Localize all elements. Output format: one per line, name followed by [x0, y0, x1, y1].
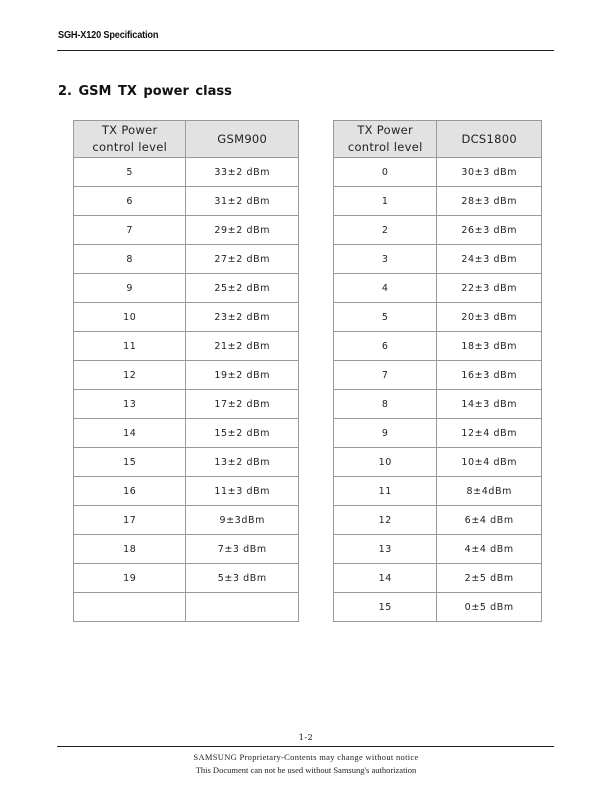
control-level-cell: 5 [334, 303, 437, 332]
table-row [74, 245, 299, 274]
table-header-row [74, 121, 299, 158]
footer-authorization-notice: This Document can not be used without Samsung's authorization [195, 765, 417, 775]
control-level-cell: 11 [334, 477, 437, 506]
control-level-cell: 6 [74, 187, 186, 216]
output-power-cell [186, 593, 299, 622]
table-row [334, 245, 542, 274]
document-header-title: SGH-X120 Specification [58, 30, 159, 41]
output-power-cell: 20±3 dBm [437, 303, 542, 332]
output-power-cell: 14±3 dBm [437, 390, 542, 419]
table-row [334, 187, 542, 216]
control-level-cell: 9 [334, 419, 437, 448]
table-row [74, 593, 299, 622]
control-level-cell: 2 [334, 216, 437, 245]
table-row [74, 216, 299, 245]
footer-divider [57, 746, 554, 747]
header-tx-power-control-level: TX Power control level [74, 121, 186, 158]
output-power-cell: 5±3 dBm [186, 564, 299, 593]
output-power-cell: 26±3 dBm [437, 216, 542, 245]
table-row [334, 361, 542, 390]
control-level-cell: 17 [74, 506, 186, 535]
output-power-cell: 2±5 dBm [437, 564, 542, 593]
output-power-cell: 33±2 dBm [186, 158, 299, 187]
control-level-cell: 8 [334, 390, 437, 419]
table-row [334, 535, 542, 564]
table-row [74, 477, 299, 506]
output-power-cell: 22±3 dBm [437, 274, 542, 303]
control-level-cell: 10 [74, 303, 186, 332]
control-level-cell: 15 [74, 448, 186, 477]
control-level-cell: 13 [74, 390, 186, 419]
output-power-cell: 4±4 dBm [437, 535, 542, 564]
control-level-cell: 3 [334, 245, 437, 274]
output-power-cell: 28±3 dBm [437, 187, 542, 216]
output-power-cell: 24±3 dBm [437, 245, 542, 274]
table-row [334, 158, 542, 187]
control-level-cell: 8 [74, 245, 186, 274]
table-row [74, 187, 299, 216]
control-level-cell: 11 [74, 332, 186, 361]
control-level-cell: 12 [334, 506, 437, 535]
output-power-cell: 29±2 dBm [186, 216, 299, 245]
table-row [334, 303, 542, 332]
output-power-cell: 19±2 dBm [186, 361, 299, 390]
table-row [334, 564, 542, 593]
table-row [334, 477, 542, 506]
control-level-cell: 14 [74, 419, 186, 448]
table-row [334, 506, 542, 535]
control-level-cell: 4 [334, 274, 437, 303]
table-row [334, 448, 542, 477]
table-row [74, 158, 299, 187]
table-row [74, 506, 299, 535]
header-tx-power-control-level: TX Power control level [334, 121, 437, 158]
section-heading: 2. GSM TX power class [58, 84, 232, 99]
control-level-cell [74, 593, 186, 622]
table-row [334, 216, 542, 245]
table-row [74, 419, 299, 448]
control-level-cell: 15 [334, 593, 437, 622]
output-power-cell: 12±4 dBm [437, 419, 542, 448]
table-row [334, 419, 542, 448]
dcs1800-power-table [333, 120, 542, 622]
control-level-cell: 7 [334, 361, 437, 390]
page-number: 1-2 [298, 733, 314, 742]
gsm-table-body [74, 158, 299, 622]
table-row [74, 303, 299, 332]
output-power-cell: 31±2 dBm [186, 187, 299, 216]
dcs-table-body [334, 158, 542, 622]
table-row [74, 390, 299, 419]
control-level-cell: 9 [74, 274, 186, 303]
table-row [334, 274, 542, 303]
footer-proprietary-notice: SAMSUNG Proprietary-Contents may change without notice [193, 752, 419, 762]
table-row [74, 448, 299, 477]
table-row [74, 535, 299, 564]
output-power-cell: 11±3 dBm [186, 477, 299, 506]
control-level-cell: 5 [74, 158, 186, 187]
table-row [334, 390, 542, 419]
output-power-cell: 7±3 dBm [186, 535, 299, 564]
output-power-cell: 8±4dBm [437, 477, 542, 506]
header-dcs1800: DCS1800 [437, 121, 542, 158]
output-power-cell: 27±2 dBm [186, 245, 299, 274]
table-row [334, 332, 542, 361]
table-row [334, 593, 542, 622]
control-level-cell: 13 [334, 535, 437, 564]
output-power-cell: 15±2 dBm [186, 419, 299, 448]
table-row [74, 332, 299, 361]
control-level-cell: 16 [74, 477, 186, 506]
output-power-cell: 17±2 dBm [186, 390, 299, 419]
control-level-cell: 19 [74, 564, 186, 593]
control-level-cell: 7 [74, 216, 186, 245]
control-level-cell: 6 [334, 332, 437, 361]
header-gsm900: GSM900 [186, 121, 299, 158]
control-level-cell: 12 [74, 361, 186, 390]
control-level-cell: 10 [334, 448, 437, 477]
output-power-cell: 30±3 dBm [437, 158, 542, 187]
control-level-cell: 1 [334, 187, 437, 216]
output-power-cell: 13±2 dBm [186, 448, 299, 477]
output-power-cell: 25±2 dBm [186, 274, 299, 303]
control-level-cell: 14 [334, 564, 437, 593]
gsm900-power-table [73, 120, 299, 622]
output-power-cell: 10±4 dBm [437, 448, 542, 477]
output-power-cell: 18±3 dBm [437, 332, 542, 361]
output-power-cell: 6±4 dBm [437, 506, 542, 535]
output-power-cell: 0±5 dBm [437, 593, 542, 622]
table-row [74, 274, 299, 303]
control-level-cell: 18 [74, 535, 186, 564]
output-power-cell: 16±3 dBm [437, 361, 542, 390]
output-power-cell: 9±3dBm [186, 506, 299, 535]
table-row [74, 564, 299, 593]
table-header-row [334, 121, 542, 158]
output-power-cell: 23±2 dBm [186, 303, 299, 332]
header-divider [57, 50, 554, 51]
control-level-cell: 0 [334, 158, 437, 187]
table-row [74, 361, 299, 390]
output-power-cell: 21±2 dBm [186, 332, 299, 361]
